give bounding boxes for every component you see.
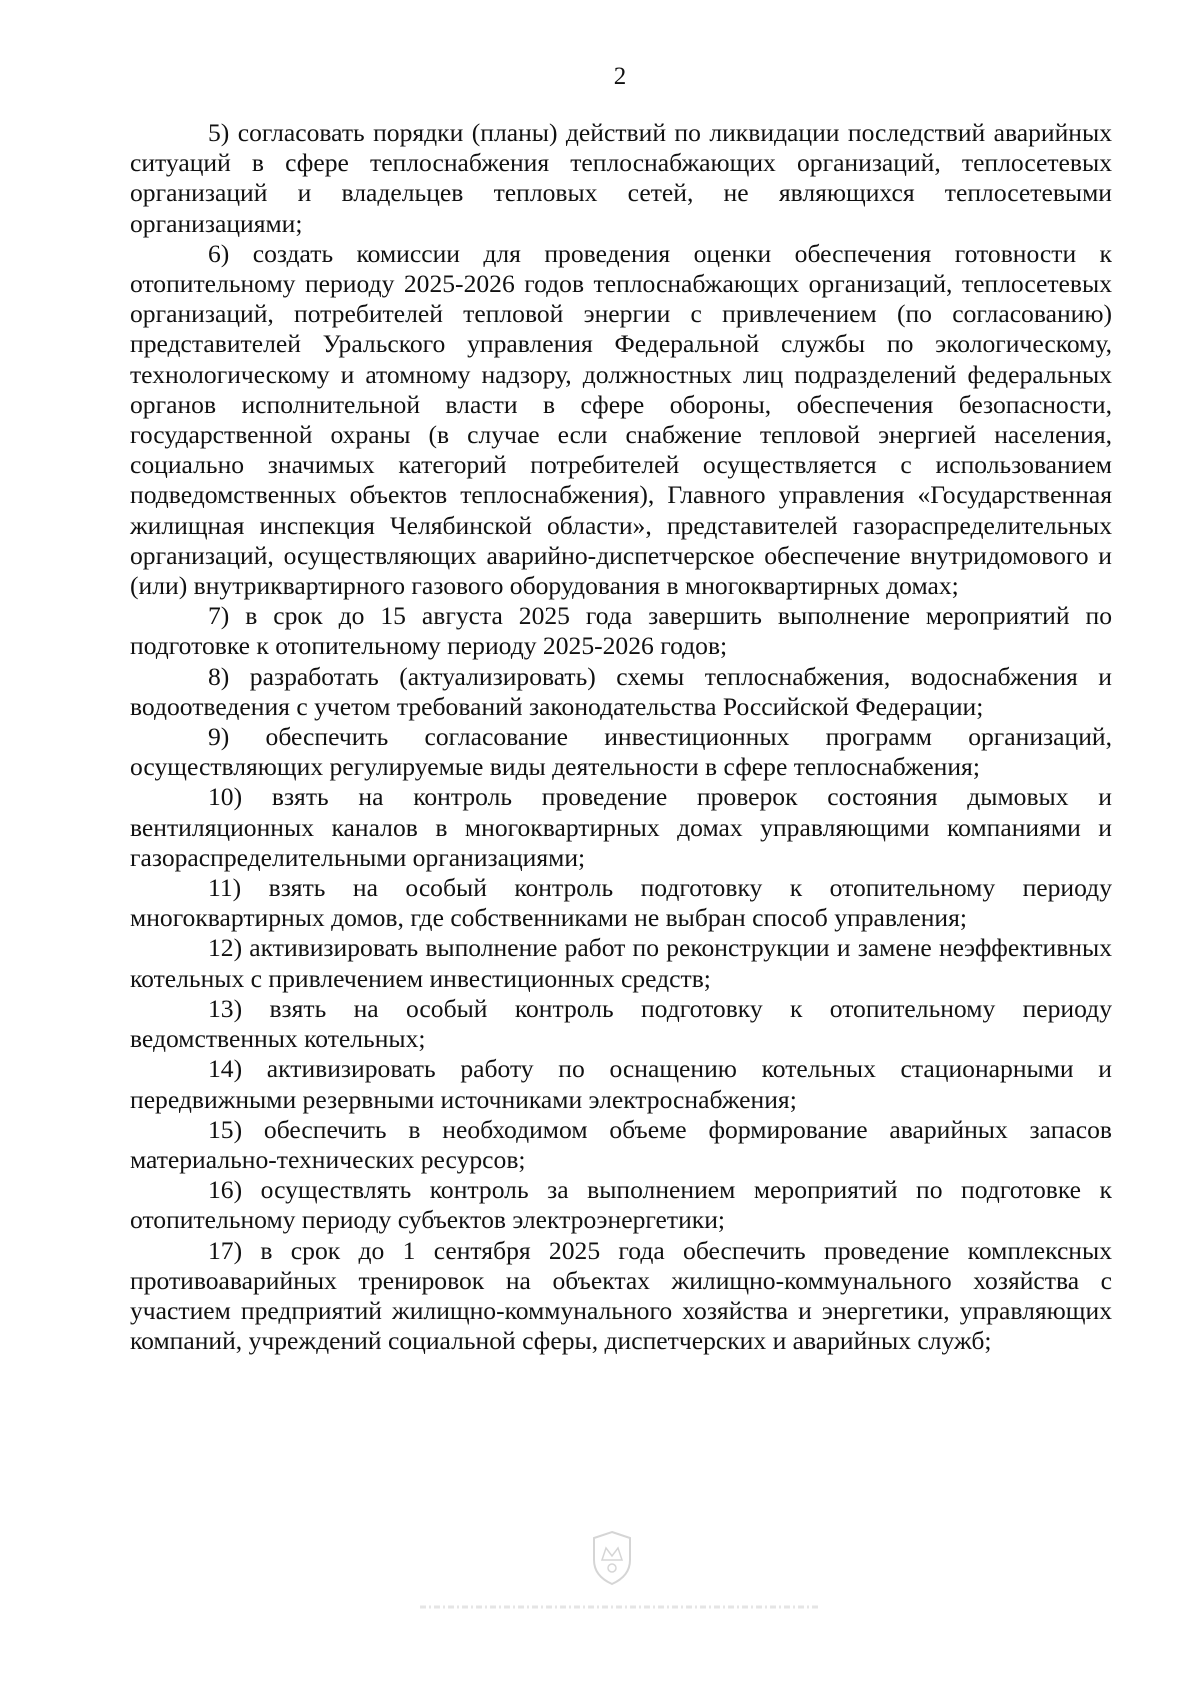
coat-of-arms-icon <box>590 1530 634 1586</box>
footer-watermark-line <box>420 1602 820 1612</box>
paragraph-item-17: 17) в срок до 1 сентября 2025 года обеспечить проведение комплексных противоаварийных тренировок на объектах жилищно-коммунального хозяйства с участием предприятий жилищно-коммунального хозяйства и энергетики, управляющих компаний, учреждений социальной сферы, диспетчерских и аварийных служб; <box>130 1235 1112 1356</box>
paragraph-item-10: 10) взять на контроль проведение проверок состояния дымовых и вентиляционных каналов в многоквартирных домах управляющими компаниями и газораспределительными организациями; <box>130 782 1112 872</box>
paragraph-item-11: 11) взять на особый контроль подготовку к отопительному периоду многоквартирных домов, где собственниками не выбран способ управления; <box>130 873 1112 933</box>
page-number: 2 <box>613 63 627 90</box>
paragraph-item-8: 8) разработать (актуализировать) схемы теплоснабжения, водоснабжения и водоотведения с учетом требований законодательства Российской Федерации; <box>130 661 1112 721</box>
paragraph-item-9: 9) обеспечить согласование инвестиционных программ организаций, осуществляющих регулируемые виды деятельности в сфере теплоснабжения; <box>130 722 1112 782</box>
paragraph-item-12: 12) активизировать выполнение работ по реконструкции и замене неэффективных котельных с привлечением инвестиционных средств; <box>130 933 1112 993</box>
paragraph-item-7: 7) в срок до 15 августа 2025 года завершить выполнение мероприятий по подготовке к отопительному периоду 2025-2026 годов; <box>130 601 1112 661</box>
paragraph-item-5: 5) согласовать порядки (планы) действий по ликвидации последствий аварийных ситуаций в сфере теплоснабжения теплоснабжающих организаций, теплосетевых организаций и владельцев тепловых сетей, не являющихся теплосетевыми организациями; <box>130 118 1112 238</box>
paragraph-item-16: 16) осуществлять контроль за выполнением мероприятий по подготовке к отопительному периоду субъектов электроэнергетики; <box>130 1175 1112 1235</box>
paragraph-item-13: 13) взять на особый контроль подготовку к отопительному периоду ведомственных котельных; <box>130 993 1112 1054</box>
paragraph-item-6: 6) создать комиссии для проведения оценки обеспечения готовности к отопительному периоду 2025-2026 годов теплоснабжающих организаций, теплосетевых организаций, потребителей тепловой энергии с привлечением (по согласованию) представителей Уральского управления Федеральной службы по экологическому, технологическому и атомному надзору, должностных лиц подразделений федеральных органов исполнительной власти в сфере обороны, обеспечения безопасности, государственной охраны (в случае если снабжение тепловой энергией населения, социально значимых категорий потребителей осуществляется с использованием подведомственных объектов теплоснабжения), Главного управления «Государственная жилищная инспекция Челябинской области», представителей газораспределительных организаций, осуществляющих аварийно-диспетчерское обеспечение внутридомового и (или) внутриквартирного газового оборудования в многоквартирных домах; <box>130 238 1112 601</box>
paragraph-item-14: 14) активизировать работу по оснащению котельных стационарными и передвижными резервными источниками электроснабжения; <box>130 1054 1112 1114</box>
document-body <box>130 118 1112 1356</box>
paragraph-item-15: 15) обеспечить в необходимом объеме формирование аварийных запасов материально-технических ресурсов; <box>130 1114 1112 1174</box>
